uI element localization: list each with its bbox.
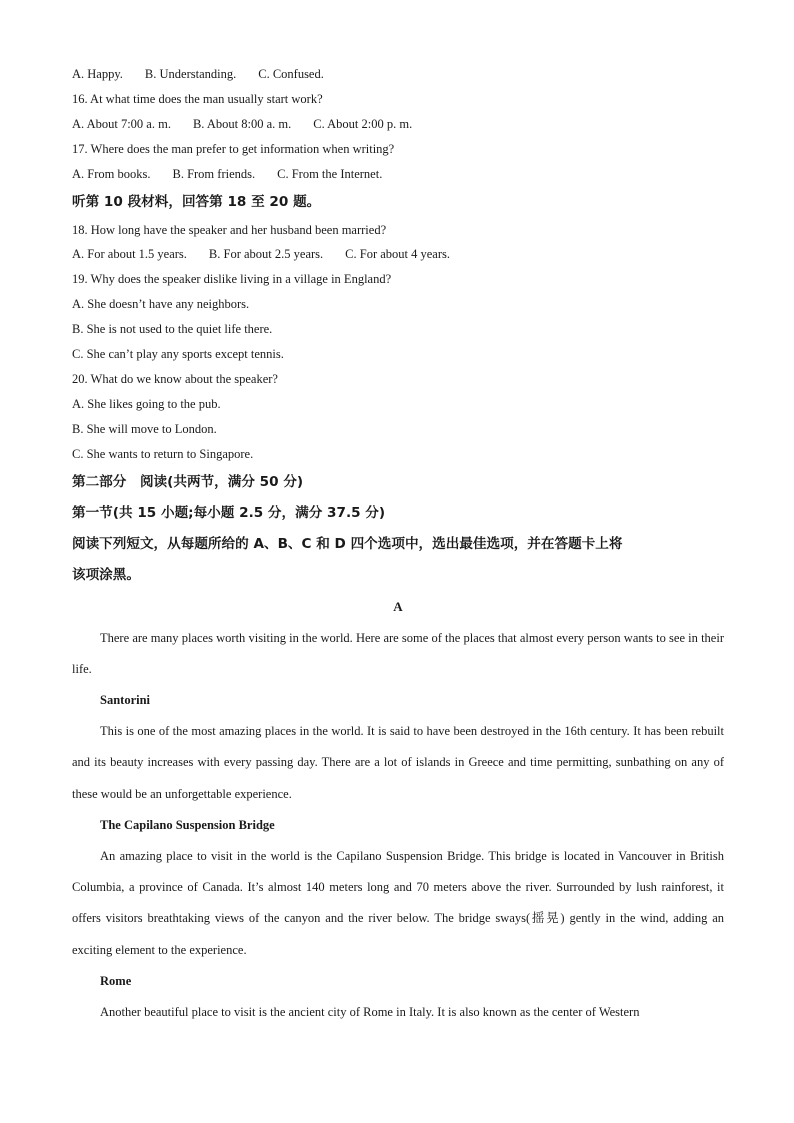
q16-options [72, 112, 724, 137]
section-title-santorini: Santorini [100, 693, 151, 707]
instructions-line-2: 该项涂黑。 [72, 566, 140, 583]
section-title-rome: Rome [100, 973, 132, 988]
q15-option-c: C. Confused. [258, 67, 324, 81]
q17-option-b: B. From friends. [172, 166, 256, 181]
passage-label: A [393, 598, 403, 614]
q20-option-b: B. She will move to London. [72, 421, 217, 436]
q20-option-c: C. She wants to return to Singapore. [72, 446, 254, 461]
exam-page [72, 62, 724, 1028]
q15-option-a: A. Happy. [72, 67, 123, 81]
passage-intro: There are many places worth visiting in the world. Here are some of the places that almost every person wants to see in their life. [72, 630, 724, 676]
q19-option-b: B. She is not used to the quiet life there. [72, 322, 273, 337]
q17-option-c: C. From the Internet. [277, 166, 383, 181]
section-text-capilano: An amazing place to visit in the world is the Capilano Suspension Bridge. This bridge is located in Vancouver in British Columbia, a province of Canada. It’s almost 140 meters long and 70 meters above the river. Surrounded by lush rainforest, it offers visitors breathtaking views of the canyon and the river below. The bridge sways(摇晃) gently in the wind, adding an exciting element to the experience. [72, 849, 724, 957]
q16-question: 16. At what time does the man usually start work? [72, 91, 323, 106]
instructions-line-1: 阅读下列短文，从每题所给的 A、B、C 和 D 四个选项中，选出最佳选项，并在答题卡上将 [72, 535, 623, 552]
q15-options [72, 62, 724, 87]
q15-option-b: B. Understanding. [144, 67, 237, 81]
q19-option-c: C. She can’t play any sports except tennis. [72, 347, 284, 362]
section10-heading: 听第 10 段材料，回答第 18 至 20 题。 [72, 193, 321, 210]
q18-question: 18. How long have the speaker and her husband been married? [72, 222, 387, 237]
section-title-capilano: The Capilano Suspension Bridge [100, 817, 275, 832]
section-text-santorini: This is one of the most amazing places in the world. It is said to have been destroyed in the 16th century. It has been rebuilt and its beauty increases with every passing day. There are a lot of islands in Greece and time permitting, sunbathing on any of these would be an unforgettable experience. [72, 724, 724, 801]
q19-option-a: A. She doesn’t have any neighbors. [72, 297, 250, 312]
q18-option-a: A. For about 1.5 years. [72, 247, 187, 262]
q20-option-a: A. She likes going to the pub. [72, 396, 221, 411]
q17-options [72, 162, 724, 187]
part2-section1-heading: 第一节(共 15 小题;每小题 2.5 分，满分 37.5 分) [72, 504, 386, 521]
q18-option-c: C. For about 4 years. [345, 247, 451, 262]
section-text-rome: Another beautiful place to visit is the ancient city of Rome in Italy. It is also known as the center of Western [100, 1005, 640, 1020]
q18-option-b: B. For about 2.5 years. [208, 247, 324, 262]
q17-question: 17. Where does the man prefer to get information when writing? [72, 141, 395, 156]
q17-option-a: A. From books. [72, 166, 151, 181]
q20-question: 20. What do we know about the speaker? [72, 371, 278, 386]
q18-options [72, 242, 724, 267]
q19-question: 19. Why does the speaker dislike living in a village in England? [72, 272, 392, 287]
q16-option-a: A. About 7:00 a. m. [72, 116, 171, 131]
part2-heading: 第二部分 阅读(共两节，满分 50 分) [72, 473, 304, 490]
q16-option-b: B. About 8:00 a. m. [192, 116, 292, 131]
q16-option-c: C. About 2:00 p. m. [313, 116, 413, 131]
